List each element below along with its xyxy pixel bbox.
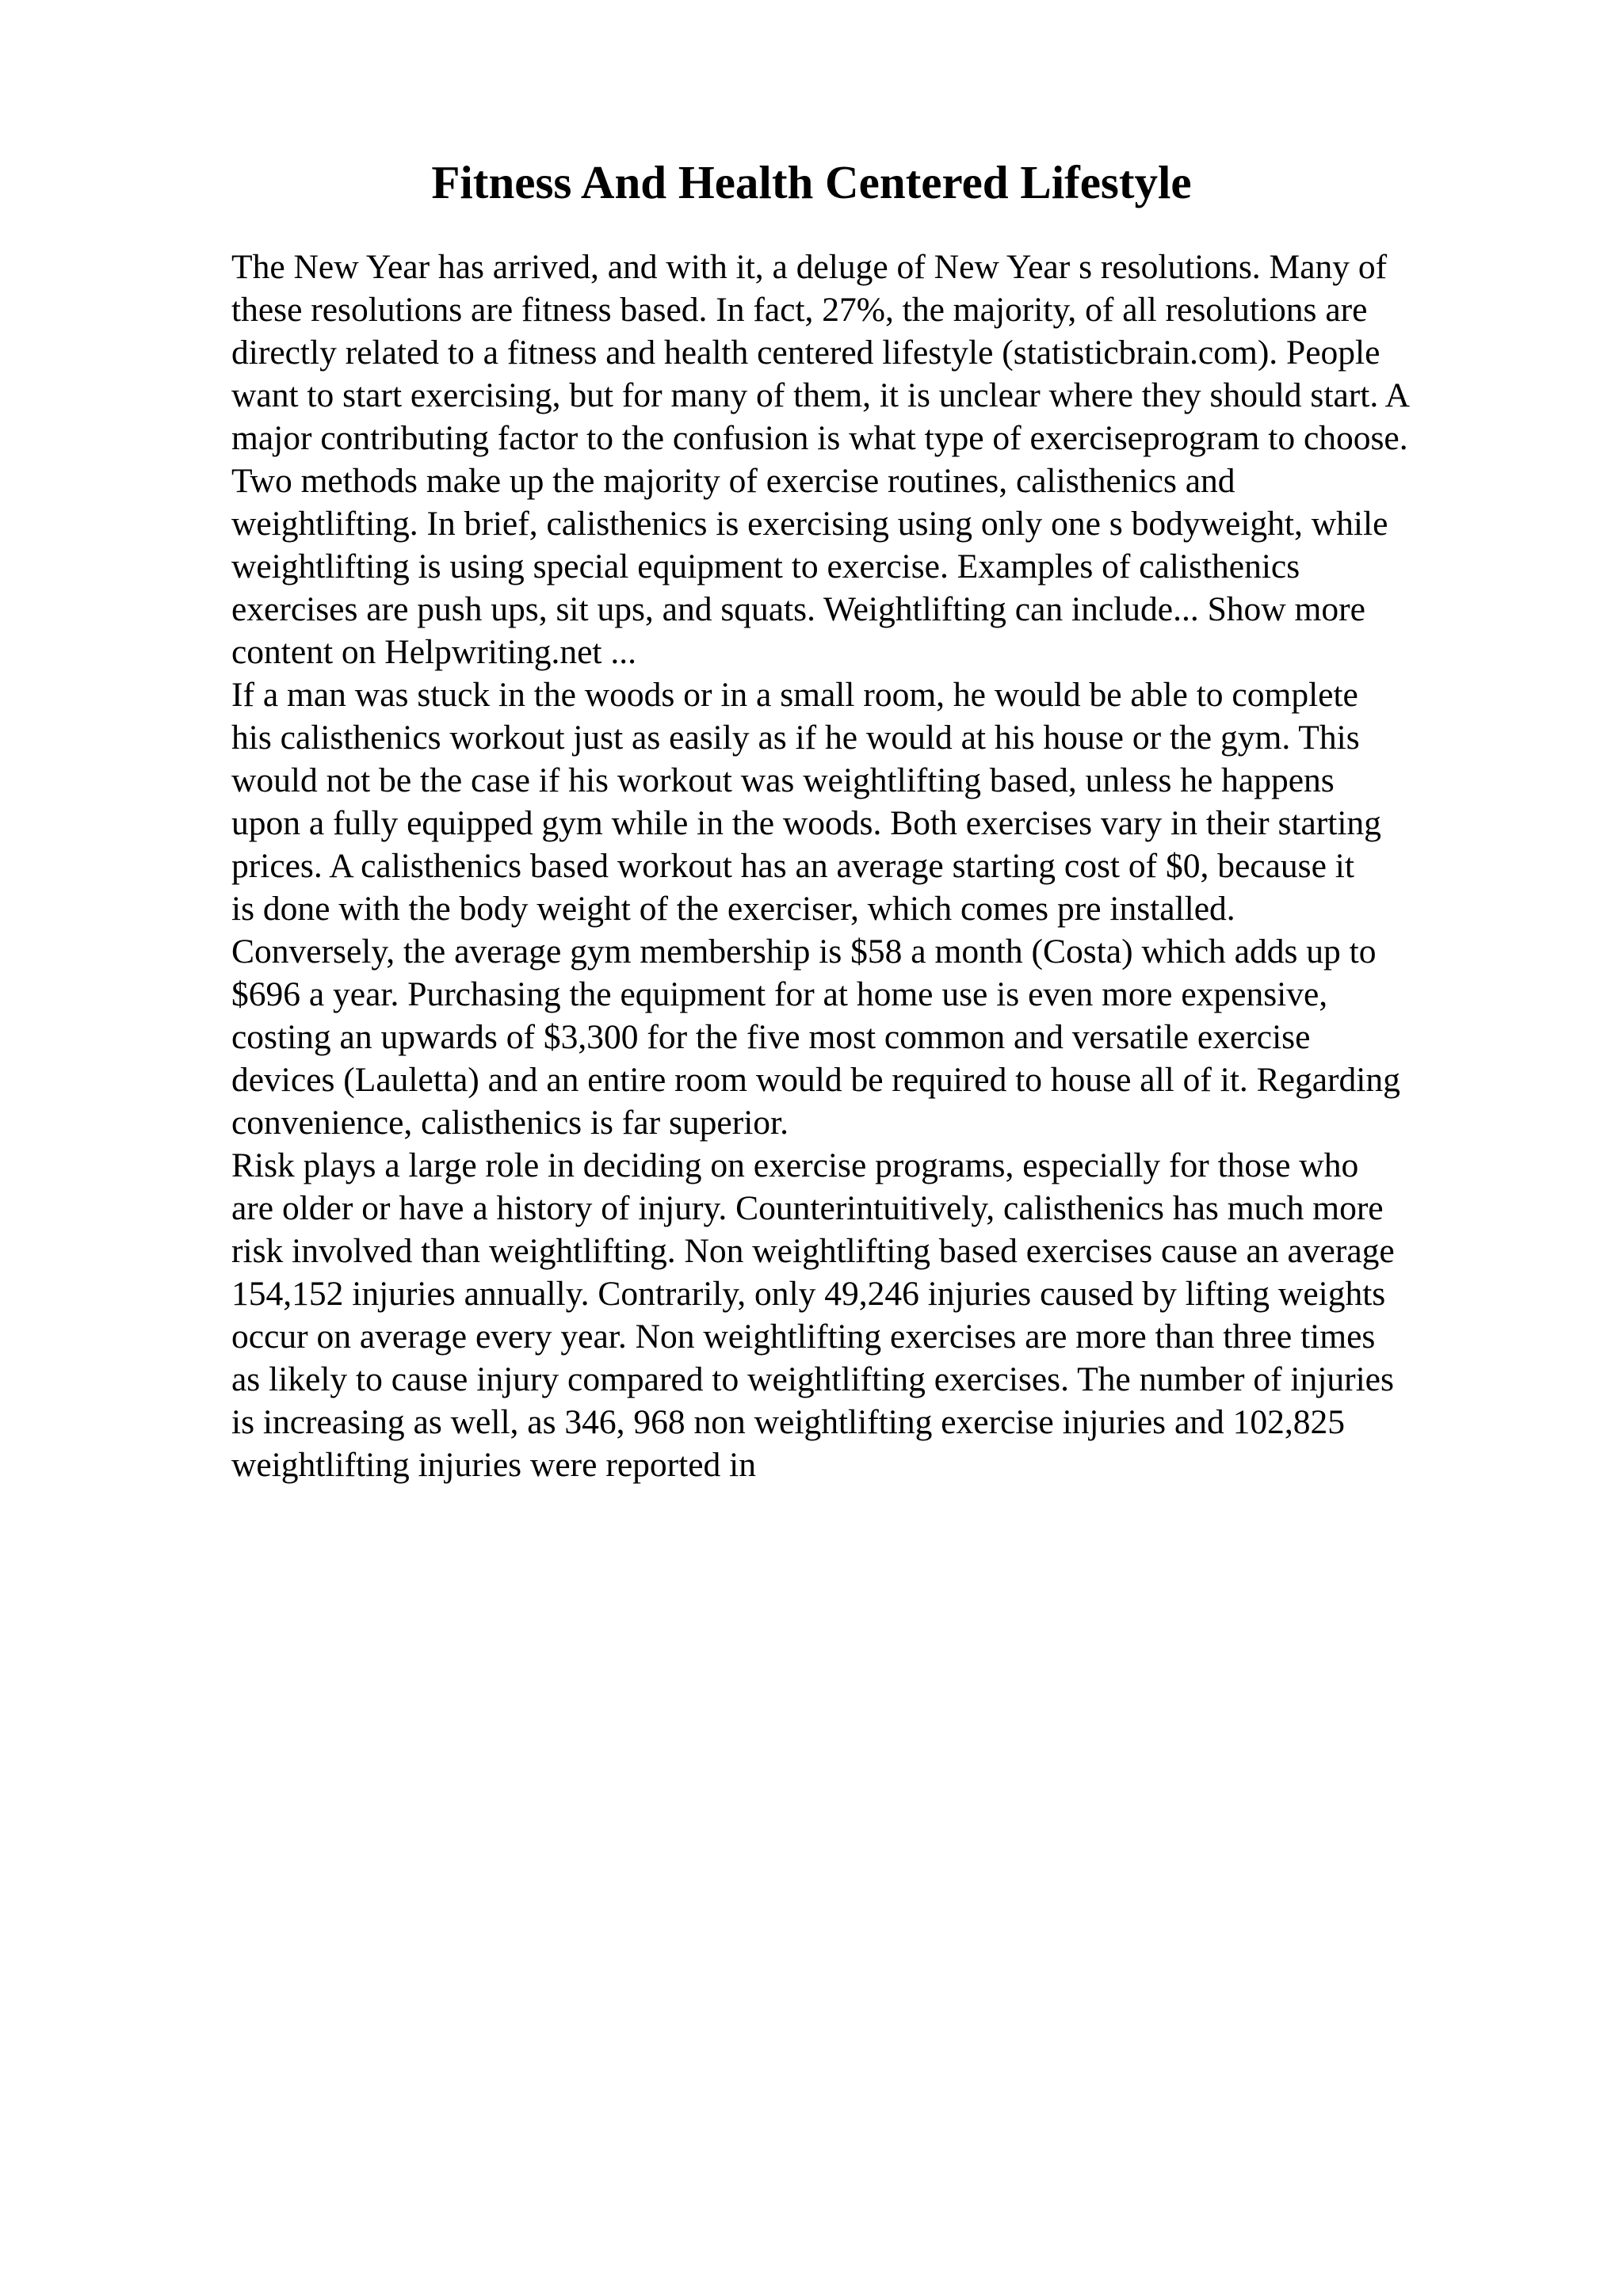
text-line: want to start exercising, but for many of them, it is unclear where they should start. A <box>231 376 1411 414</box>
text-line: are older or have a history of injury. Counterintuitively, calisthenics has much more <box>231 1189 1384 1227</box>
text-line: directly related to a fitness and health centered lifestyle (statisticbrain.com). People <box>231 334 1381 372</box>
text-line: 154,152 injuries annually. Contrarily, only 49,246 injuries caused by lifting weights <box>231 1275 1386 1313</box>
text-line: Conversely, the average gym membership is $58 a month (Costa) which adds up to <box>231 933 1377 971</box>
text-line: devices (Lauletta) and an entire room would be required to house all of it. Regarding <box>231 1061 1400 1099</box>
text-line: is done with the body weight of the exerciser, which comes pre installed. <box>231 890 1235 928</box>
text-line: upon a fully equipped gym while in the woods. Both exercises vary in their starting <box>231 804 1381 842</box>
text-line: risk involved than weightlifting. Non weightlifting based exercises cause an average <box>231 1232 1395 1270</box>
text-line: Two methods make up the majority of exercise routines, calisthenics and <box>231 462 1235 500</box>
text-line: costing an upwards of $3,300 for the five most common and versatile exercise <box>231 1018 1311 1056</box>
text-line: weightlifting is using special equipment to exercise. Examples of calisthenics <box>231 547 1300 585</box>
document-body <box>231 246 1594 1486</box>
text-line: weightlifting injuries were reported in <box>231 1446 756 1484</box>
text-line: The New Year has arrived, and with it, a deluge of New Year s resolutions. Many of <box>231 248 1388 286</box>
text-line: his calisthenics workout just as easily as if he would at his house or the gym. This <box>231 719 1360 757</box>
text-line: $696 a year. Purchasing the equipment for at home use is even more expensive, <box>231 975 1328 1013</box>
text-line: is increasing as well, as 346, 968 non weightlifting exercise injuries and 102,825 <box>231 1403 1345 1441</box>
text-line: these resolutions are fitness based. In fact, 27%, the majority, of all resolutions are <box>231 291 1368 329</box>
text-line: weightlifting. In brief, calisthenics is exercising using only one s bodyweight, while <box>231 505 1388 543</box>
text-line: exercises are push ups, sit ups, and squats. Weightlifting can include... Show more <box>231 590 1365 628</box>
text-line: would not be the case if his workout was weightlifting based, unless he happens <box>231 761 1335 799</box>
text-line: as likely to cause injury compared to weightlifting exercises. The number of injuries <box>231 1360 1394 1398</box>
text-line: Risk plays a large role in deciding on exercise programs, especially for those who <box>231 1146 1359 1184</box>
text-line: convenience, calisthenics is far superior. <box>231 1104 789 1142</box>
document-title: Fitness And Health Centered Lifestyle <box>431 156 1192 208</box>
text-line: prices. A calisthenics based workout has an average starting cost of $0, because it <box>231 847 1354 885</box>
text-line: major contributing factor to the confusion is what type of exerciseprogram to choose. <box>231 419 1408 457</box>
text-line: occur on average every year. Non weightlifting exercises are more than three times <box>231 1318 1376 1356</box>
text-line: content on Helpwriting.net ... <box>231 633 637 671</box>
text-line: If a man was stuck in the woods or in a small room, he would be able to complete <box>231 676 1358 714</box>
